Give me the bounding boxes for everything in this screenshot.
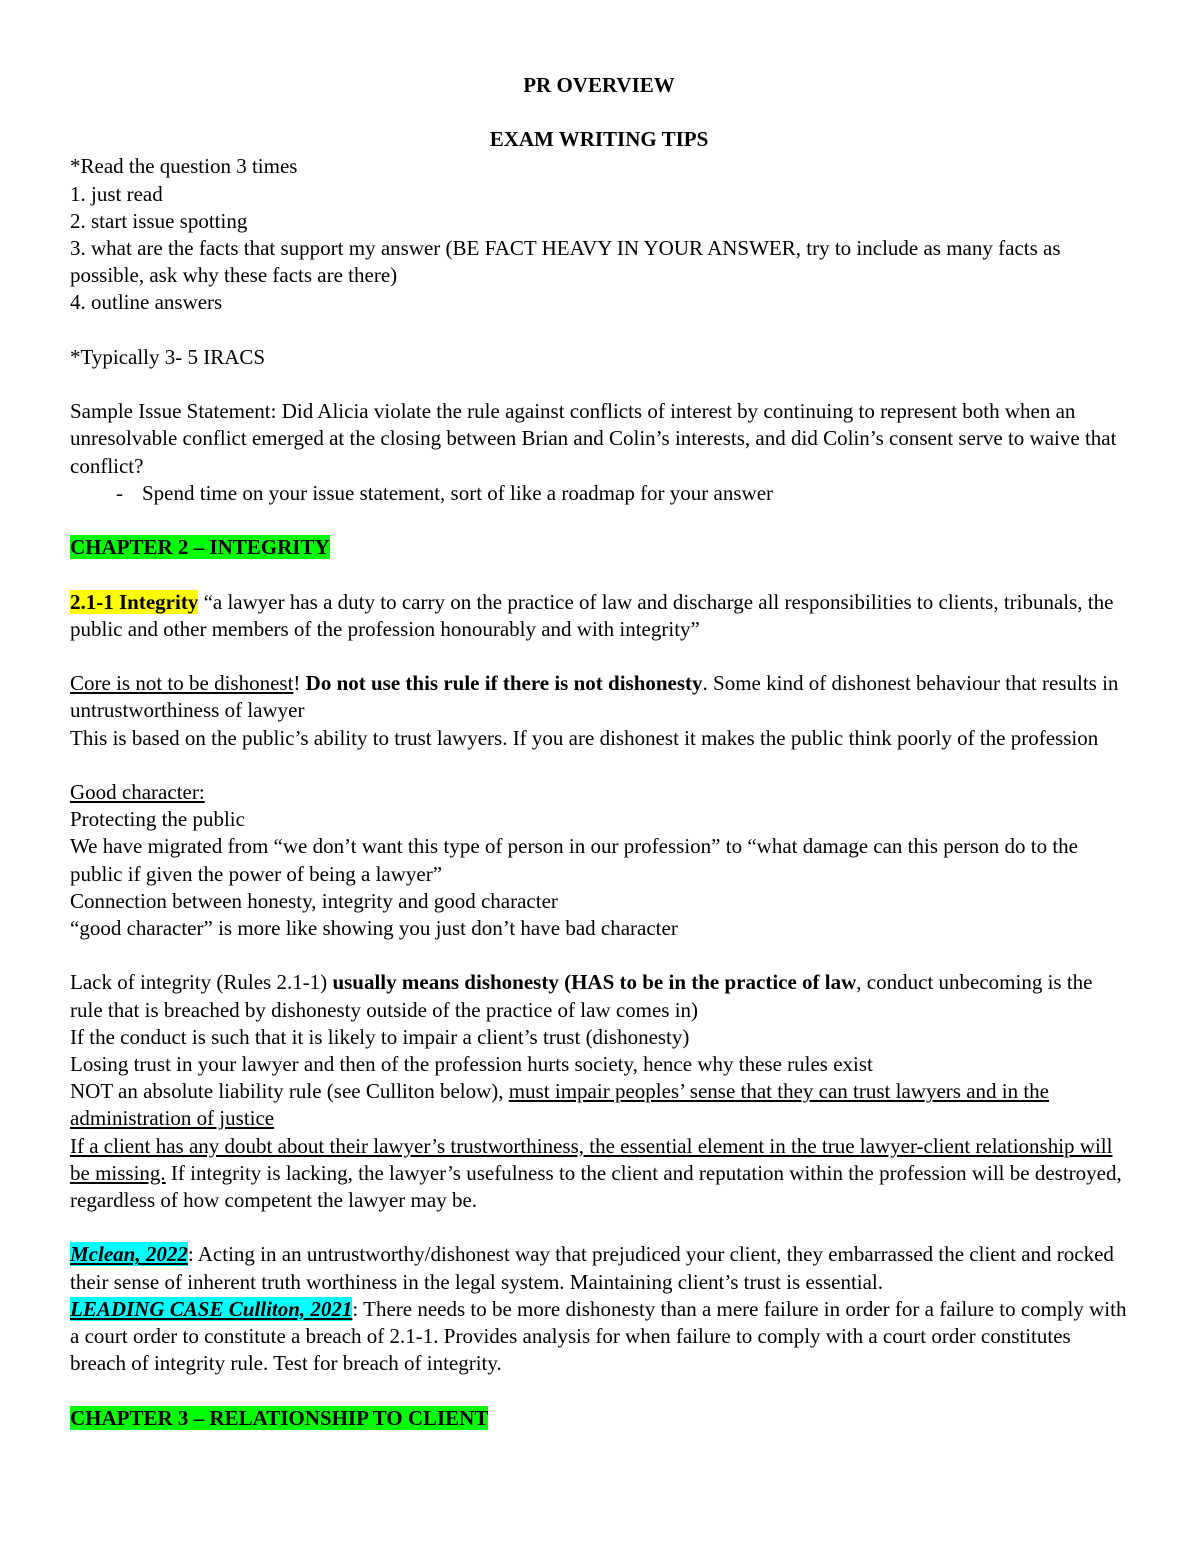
core-excl: ! <box>293 671 306 696</box>
case-mclean <box>70 1241 1128 1295</box>
chapter-3-heading-line <box>70 1405 1128 1432</box>
core-rest: . Some kind of dishonest behaviour that results in untrustworthiness of lawyer <box>70 671 1119 723</box>
lack-line-1: If the conduct is such that it is likely to impair a client’s trust (dishonesty) <box>70 1024 690 1049</box>
tip-step-4: 4. outline answers <box>70 290 223 315</box>
tip-step-2: 2. start issue spotting <box>70 208 248 233</box>
lack-line-2: Losing trust in your lawyer and then of the profession hurts society, hence why these rules exist <box>70 1052 873 1076</box>
core-paragraph <box>70 670 1128 724</box>
document-title: PR OVERVIEW <box>523 73 675 97</box>
rule-label: 2.1-1 Integrity <box>70 589 199 614</box>
absolute-lead: NOT an absolute liability rule (see Culliton below), <box>70 1079 509 1104</box>
good-character-line-2: We have migrated from “we don’t want this type of person in our profession” to “what damage can this person do to the public if given the power of being a lawyer” <box>70 834 1078 886</box>
doubt-rest: If integrity is lacking, the lawyer’s usefulness to the client and reputation within the profession will be destroyed, regardless of how competent the lawyer may be. <box>70 1160 1122 1213</box>
good-character-line-4: “good character” is more like showing you just don’t have bad character <box>70 916 678 940</box>
client-doubt-paragraph <box>70 1133 1128 1215</box>
case-text-mclean: : Acting in an untrustworthy/dishonest way that prejudiced your client, they embarrassed the client and rocked their sense of inherent truth worthiness in the legal system. Maintaining client’s trust is essential. <box>70 1242 1114 1294</box>
doubt-underlined: If a client has any doubt about their lawyer’s trustworthiness, the essential element in the true lawyer-client relationship will be missing. <box>70 1133 1113 1185</box>
bullet-item <box>70 480 1128 507</box>
lack-rest: , conduct unbecoming is the rule that is breached by dishonesty outside of the practice of law comes in) <box>70 970 1093 1022</box>
iracs-note: *Typically 3- 5 IRACS <box>70 344 266 369</box>
public-trust-paragraph: This is based on the public’s ability to trust lawyers. If you are dishonest it makes the public think poorly of the profession <box>70 725 1099 750</box>
tips-intro: *Read the question 3 times <box>70 154 298 179</box>
core-bold: Do not use this rule if there is not dishonesty <box>305 671 703 696</box>
lack-bold: usually means dishonesty (HAS to be in the practice of law <box>332 970 857 995</box>
document-subtitle: EXAM WRITING TIPS <box>489 127 709 152</box>
tip-step-1: 1. just read <box>70 181 163 206</box>
core-underlined: Core is not to be dishonest <box>70 671 294 696</box>
integrity-rule <box>70 589 1128 643</box>
case-text-culliton: : There needs to be more dishonesty than a mere failure in order for a failure to comply with a court order to constitute a breach of 2.1-1. Provides analysis for when failure to comply with a court order constitutes breach of integrity rule. Test for breach of integrity. <box>70 1296 1127 1376</box>
bullet-dash: - <box>116 480 123 505</box>
sample-issue-statement: Sample Issue Statement: Did Alicia violate the rule against conflicts of interest by continuing to represent both when an unresolvable conflict emerged at the closing between Brian and Colin’s interests, and did Colin’s consent serve to waive that conflict? <box>70 399 1117 478</box>
lack-of-integrity-paragraph <box>70 969 1128 1023</box>
case-name-mclean: Mclean, 2022 <box>70 1242 188 1267</box>
good-character-line-3: Connection between honesty, integrity and good character <box>70 888 558 913</box>
case-name-culliton: LEADING CASE Culliton, 2021 <box>70 1296 353 1321</box>
rule-text: “a lawyer has a duty to carry on the practice of law and discharge all responsibilities to clients, tribunals, the public and other members of the profession honourably and with integrity” <box>70 589 1114 641</box>
bullet-text: Spend time on your issue statement, sort of like a roadmap for your answer <box>142 480 774 505</box>
chapter-3-heading: CHAPTER 3 – RELATIONSHIP TO CLIENT <box>70 1405 489 1430</box>
absolute-liability-paragraph <box>70 1078 1128 1132</box>
tip-step-3: 3. what are the facts that support my answer (BE FACT HEAVY IN YOUR ANSWER, try to include as many facts as possible, ask why these facts are there) <box>70 236 1061 288</box>
good-character-line-1: Protecting the public <box>70 807 245 832</box>
absolute-underlined: must impair peoples’ sense that they can trust lawyers and in the administration of justice <box>70 1079 1049 1131</box>
case-culliton <box>70 1296 1128 1378</box>
lack-lead: Lack of integrity (Rules 2.1-1) <box>70 970 333 995</box>
chapter-2-heading-line <box>70 534 1128 561</box>
good-character-heading: Good character: <box>70 779 205 804</box>
chapter-2-heading: CHAPTER 2 – INTEGRITY <box>70 535 330 560</box>
